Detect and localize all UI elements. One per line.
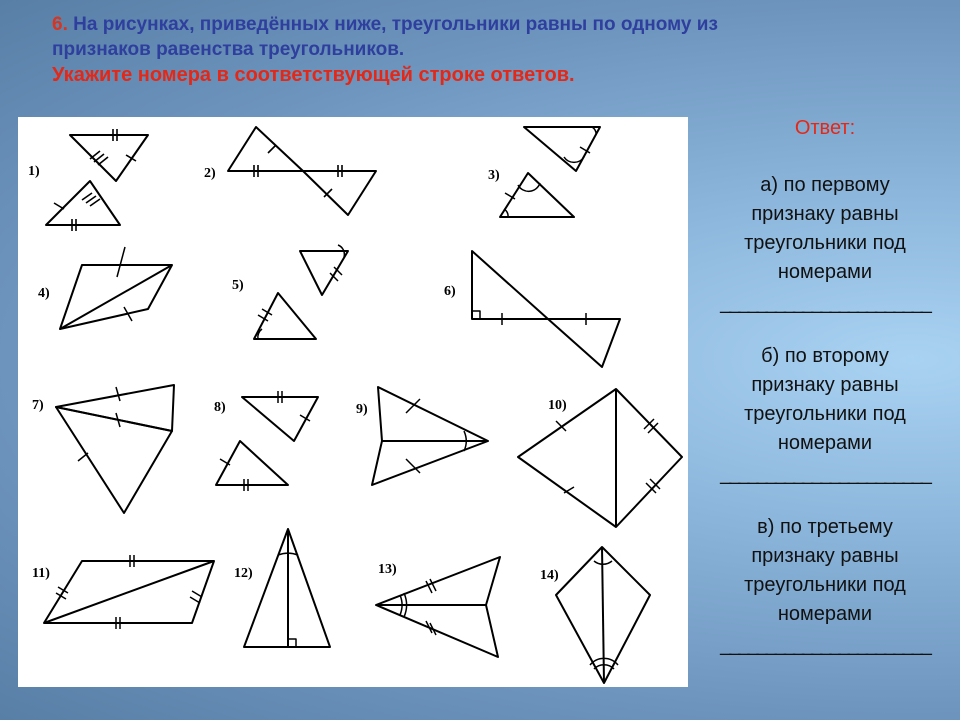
answer-panel xyxy=(700,114,950,684)
figure-8 xyxy=(216,391,318,491)
figure-label-13: 13) xyxy=(378,562,397,577)
figure-11 xyxy=(44,555,214,629)
figure-label-3: 3) xyxy=(488,168,500,183)
figure-label-5: 5) xyxy=(232,278,244,293)
figure-14-diagonal xyxy=(602,547,604,683)
figure-2-triangle-left xyxy=(228,127,303,171)
answer-item-text: в) по третьему xyxy=(757,516,893,538)
answer-item-text: треугольники под xyxy=(744,574,906,596)
figure-9-quadrilateral xyxy=(372,387,488,485)
figure-label-1: 1) xyxy=(28,164,40,179)
answer-blank-c[interactable]: _______________________ xyxy=(720,634,930,656)
figure-2 xyxy=(228,127,376,215)
figure-label-4: 4) xyxy=(38,286,50,301)
figure-6-triangle-left xyxy=(472,251,548,319)
figure-5-triangle-bottom xyxy=(254,293,316,339)
figure-7-triangle-top xyxy=(56,385,174,431)
figure-9 xyxy=(372,387,488,485)
question-instruction: Укажите номера в соответствующей строке ответов. xyxy=(52,64,575,86)
figure-3-triangle-top xyxy=(524,127,600,171)
figure-4 xyxy=(60,247,172,329)
figure-1-ticks xyxy=(54,129,136,231)
figure-label-2: 2) xyxy=(204,166,216,181)
figure-6 xyxy=(472,251,620,367)
answer-item-text: признаку равны xyxy=(751,545,899,567)
figure-12 xyxy=(244,529,330,647)
figure-14 xyxy=(556,547,650,683)
answer-item-text: признаку равны xyxy=(751,374,899,396)
answer-item-text: номерами xyxy=(777,432,873,454)
figure-label-12: 12) xyxy=(234,566,253,581)
answer-item-c xyxy=(700,513,950,660)
answer-item-text: а) по первому xyxy=(760,174,890,196)
answer-item-text: б) по второму xyxy=(761,345,889,367)
figure-3-triangle-bottom xyxy=(500,173,574,217)
figure-label-14: 14) xyxy=(540,568,559,583)
triangle-figures xyxy=(18,117,688,687)
figure-10 xyxy=(518,389,682,527)
answer-item-text: номерами xyxy=(777,603,873,625)
figure-1 xyxy=(46,129,148,231)
question-text-line-1: На рисунках, приведённых ниже, треугольники равны по одному из xyxy=(67,14,718,35)
figure-2-triangle-right xyxy=(303,171,376,215)
figure-3 xyxy=(500,127,600,217)
question-number: 6. xyxy=(52,14,68,35)
figure-11-diagonal xyxy=(44,561,214,623)
answer-item-b xyxy=(700,342,950,489)
figures-panel xyxy=(18,117,688,687)
answer-blank-a[interactable]: _______________________ xyxy=(720,292,930,314)
figure-label-7: 7) xyxy=(32,398,44,413)
figure-1-triangle-bottom xyxy=(46,181,120,225)
figure-label-9: 9) xyxy=(356,402,368,417)
figure-label-8: 8) xyxy=(214,400,226,415)
answer-item-text: номерами xyxy=(777,261,873,283)
answer-item-text: признаку равны xyxy=(751,203,899,225)
question-text-line-2: признаков равенства треугольников. xyxy=(52,39,405,60)
answer-title: Ответ: xyxy=(794,117,856,139)
figure-5 xyxy=(254,245,348,339)
figure-6-triangle-right xyxy=(548,319,620,367)
answer-item-a xyxy=(700,171,950,318)
figure-label-11: 11) xyxy=(32,566,50,581)
figure-10-quadrilateral xyxy=(518,389,682,527)
answer-blank-b[interactable]: _______________________ xyxy=(720,463,930,485)
answer-item-text: треугольники под xyxy=(744,403,906,425)
figure-7-triangle-bottom xyxy=(56,407,172,513)
figure-7 xyxy=(56,385,174,513)
figure-label-10: 10) xyxy=(548,398,567,413)
figure-labels xyxy=(28,164,567,583)
question-header xyxy=(52,12,932,88)
figure-label-6: 6) xyxy=(444,284,456,299)
question-text xyxy=(52,12,932,37)
answer-item-text: треугольники под xyxy=(744,232,906,254)
figure-1-triangle-top xyxy=(70,135,148,181)
